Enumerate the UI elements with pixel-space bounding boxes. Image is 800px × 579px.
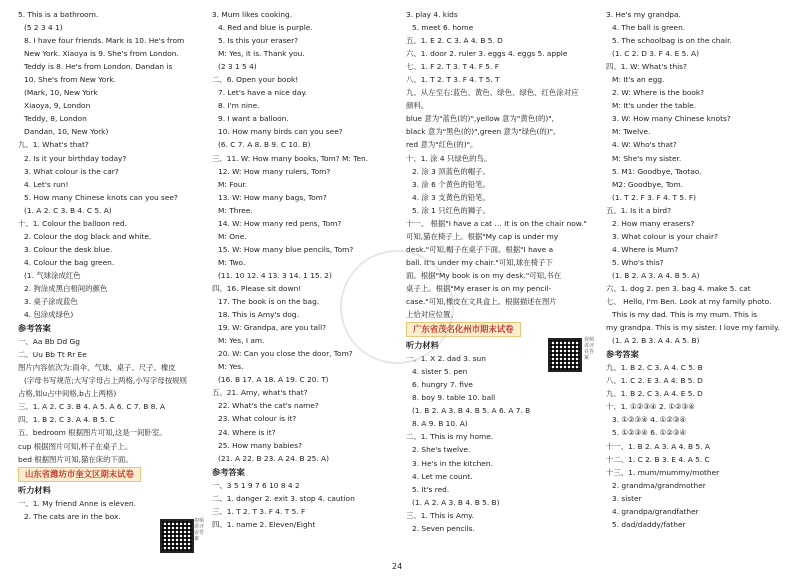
column-1: [18, 8, 206, 523]
text-line: 2. Seven pencils.: [412, 523, 475, 533]
text-line: 17. The book is on the bag.: [218, 297, 320, 307]
section-heading: 参考答案: [606, 349, 639, 360]
text-line: 10. How many birds can you see?: [218, 127, 343, 137]
text-line: 6. hungry 7. five: [412, 380, 473, 390]
text-line: 8. I have four friends. Mark is 10. He's from: [24, 36, 185, 46]
text-line: 十、1. ①②③④ 2. ①②③④: [606, 402, 695, 412]
text-line: M: It's an egg.: [612, 75, 665, 85]
text-line: black 意为"黑色(的)",green 意为"绿色(的)",: [406, 127, 556, 137]
text-line: 3. Mum likes cooking.: [212, 10, 293, 19]
text-line: 4. Colour the bag green.: [24, 257, 115, 267]
section-heading: 听力材料: [406, 340, 439, 351]
text-line: 8. I'm nine.: [218, 101, 260, 111]
qr-caption-right: 视频讲评看答案: [584, 337, 595, 361]
text-line: 5. meet 6. home: [412, 23, 474, 33]
section-heading: 参考答案: [212, 466, 245, 477]
text-line: 3. He's in the kitchen.: [412, 458, 493, 468]
text-line: 面。根据"My book is on my desk."可知,书在: [406, 270, 562, 280]
text-line: 四、1. W: What's this?: [606, 62, 687, 72]
text-line: Teddy, 8, London: [24, 114, 87, 124]
text-line: my grandpa. This is my sister. I love my family.: [606, 323, 780, 333]
text-line: 九、1. B 2. C 3. A 4. C 5. B: [606, 363, 703, 373]
text-line: 七、 Hello, I'm Ben. Look at my family photo.: [606, 297, 772, 307]
text-line: red 意为"红色(的)"。: [406, 140, 478, 150]
text-line: 5. M1: Goodbye, Taotao.: [612, 166, 702, 176]
text-line: M: Twelve.: [612, 127, 651, 137]
text-line: M: She's my sister.: [612, 153, 682, 163]
text-line: 4. sister 5. pen: [412, 367, 468, 377]
text-line: blue 意为"蓝色(的)",yellow 意为"黄色(的)",: [406, 114, 555, 124]
text-line: 5. Is this your eraser?: [218, 36, 299, 46]
text-line: 9. I want a balloon.: [218, 114, 289, 124]
text-line: 十一、 根据"I have a cat … It is on the chair now.": [406, 218, 587, 228]
text-line: 八、1. C 2. E 3. A 4. B 5. D: [606, 376, 703, 386]
text-line: 三、1. This is Amy.: [406, 510, 474, 520]
text-line: 4. The ball is green.: [612, 23, 686, 33]
text-line: 5. ①②③④ 6. ①②③④: [612, 428, 687, 438]
text-line: Teddy is 8. He's from London. Dandan is: [24, 62, 173, 72]
qr-code-right[interactable]: [548, 338, 582, 372]
text-line: 8. boy 9. table 10. ball: [412, 393, 496, 403]
text-line: 22. What's the cat's name?: [218, 401, 319, 411]
text-line: 4. 涂 3 支黄色的铅笔。: [412, 192, 490, 202]
text-line: 图片内容依次为:雨伞、气球、桌子、尺子、橡皮: [18, 363, 176, 373]
text-line: (1. B 2. A 3. A 4. B 5. A): [612, 270, 700, 280]
text-line: (1. C 2. D 3. F 4. E 5. A): [612, 49, 699, 59]
text-line: M: Two.: [218, 257, 246, 267]
text-line: 3. What colour is your chair?: [612, 231, 718, 241]
text-line: 十、1. Colour the balloon red.: [18, 218, 127, 228]
text-line: (2 3 1 5 4): [218, 62, 257, 72]
text-line: 二、1. This is my home.: [406, 432, 494, 442]
text-line: 18. This is Amy's dog.: [218, 310, 299, 320]
text-line: 二、Uu Bb Tt Rr Ee: [18, 350, 87, 360]
text-line: 一、Aa Bb Dd Gg: [18, 337, 80, 347]
text-line: case."可知,橡皮在文具盒上。根据描述在图片: [406, 297, 557, 307]
text-line: 十三、1. mum/mummy/mother: [606, 467, 720, 477]
text-line: (6. C 7. A 8. B 9. C 10. B): [218, 140, 311, 150]
text-line: (Mark, 10, New York: [24, 88, 98, 98]
text-line: 桌子上。根据"My eraser is on my pencil-: [406, 283, 552, 293]
text-line: Xiaoya, 9, London: [24, 101, 91, 111]
text-line: 25. How many babies?: [218, 440, 302, 450]
text-line: 5. The schoolbag is on the chair.: [612, 36, 732, 46]
text-line: 四、16. Please sit down!: [212, 283, 302, 293]
text-line: 4. grandpa/grandfather: [612, 506, 699, 516]
text-line: 2. W: Where is the book?: [612, 88, 705, 98]
text-line: 3. He's my grandpa.: [606, 10, 681, 19]
text-line: (1. T 2. F 3. F 4. T 5. F): [612, 192, 696, 202]
text-line: M: Yes.: [218, 362, 244, 372]
text-line: 12. W: How many rulers, Tom?: [218, 166, 331, 176]
text-line: 二、1. danger 2. exit 3. stop 4. caution: [212, 493, 355, 503]
text-line: 九、1. What's that?: [18, 140, 89, 150]
watermark-seal: [340, 250, 454, 364]
text-line: 三、1. T 2. T 3. F 4. T 5. F: [212, 506, 306, 516]
text-line: 2. Is it your birthday today?: [24, 153, 127, 163]
text-line: 3. play 4. kids: [406, 10, 458, 19]
text-line: bed 根据图片可知,猫在床的下面。: [18, 454, 133, 464]
text-line: 七、1. F 2. T 3. T 4. F 5. F: [406, 62, 499, 72]
text-line: 九、从左至右:蓝色、黄色、绿色、绿色、红色涂对应: [406, 88, 579, 98]
text-line: (11. 10 12. 4 13. 3 14. 1 15. 2): [218, 270, 332, 280]
text-line: 15. W: How many blue pencils, Tom?: [218, 244, 354, 254]
text-line: M: One.: [218, 231, 247, 241]
text-line: 2. Colour the dog black and white.: [24, 231, 152, 241]
text-line: 六、1. dog 2. pen 3. bag 4. make 5. cat: [606, 283, 751, 293]
text-line: 五、bedroom 根据图片可知,这是一间卧室。: [18, 428, 167, 438]
text-line: cup 根据图片可知,杯子在桌子上。: [18, 441, 133, 451]
text-line: 一、3 5 1 9 7 6 10 8 4 2: [212, 480, 300, 490]
text-line: 二、6. Open your book!: [212, 75, 299, 85]
text-line: desk."可知,帽子在桌子下面。根据"I have a: [406, 244, 554, 254]
text-line: 四、1. B 2. C 3. A 4. B 5. C: [18, 415, 115, 425]
text-line: (5 2 3 4 1): [24, 23, 63, 33]
text-line: 7. Let's have a nice day.: [218, 88, 308, 98]
text-line: 六、1. door 2. ruler 3. eggs 4. eggs 5. apple: [406, 49, 568, 59]
text-line: M: Four.: [218, 179, 248, 189]
text-line: 19. W: Grandpa, are you tall?: [218, 323, 327, 333]
text-line: 3. sister: [612, 493, 642, 503]
text-line: This is my dad. This is my mum. This is: [612, 310, 758, 320]
text-line: 4. 包涂成绿色): [24, 310, 74, 320]
text-line: 3. ①②③④ 4. ①②③④: [612, 415, 687, 425]
text-line: Dandan, 10, New York): [24, 127, 109, 137]
text-line: 5. dad/daddy/father: [612, 519, 686, 529]
text-line: 3. W: How many Chinese knots?: [612, 114, 731, 124]
text-line: 8. A 9. B 10. A): [412, 419, 468, 429]
text-line: 24. Where is it?: [218, 427, 276, 437]
exam-title-banner: 山东省潍坊市奎文区期末试卷: [18, 467, 141, 482]
text-line: 九、1. B 2. C 3. A 4. E 5. D: [606, 389, 703, 399]
text-line: 4. Red and blue is purple.: [218, 23, 313, 33]
text-line: 颜料。: [406, 101, 429, 111]
text-line: 2. She's twelve.: [412, 445, 471, 455]
text-line: 3. 桌子涂成蓝色: [24, 297, 78, 307]
qr-code-left[interactable]: [160, 519, 194, 553]
text-line: (1. B 2. A 3. B 4. B 5. A 6. A 7. B: [412, 406, 531, 416]
text-line: M: Yes, it is. Thank you.: [218, 49, 305, 59]
text-line: 20. W: Can you close the door, Tom?: [218, 349, 353, 359]
exam-title-banner: 广东省茂名化州市期末试卷: [406, 322, 521, 337]
text-line: 占格,如u占中间格,b占上两格): [18, 389, 117, 399]
text-line: 一、1. My friend Anne is eleven.: [18, 498, 136, 508]
text-line: 上恰对应位置。: [406, 310, 458, 320]
section-heading: 参考答案: [18, 323, 51, 334]
text-line: 4. W: Who's that?: [612, 140, 677, 150]
text-line: 4. Where is Mum?: [612, 244, 679, 254]
text-line: 五、1. E 2. C 3. A 4. B 5. D: [406, 36, 503, 46]
text-line: 2. The cats are in the box.: [24, 511, 121, 521]
text-line: 5. It's red.: [412, 484, 450, 494]
text-line: (1. A 2. B 3. A 4. A 5. B): [612, 336, 700, 346]
text-line: 五、21. Amy, what's that?: [212, 388, 308, 398]
text-line: M: Yes, I am.: [218, 336, 265, 346]
text-line: 3. Colour the desk blue.: [24, 244, 113, 254]
text-line: 23. What colour is it?: [218, 414, 297, 424]
text-line: ball. It's under my chair."可知,球在椅子下: [406, 257, 553, 267]
text-line: 一、1. X 2. dad 3. sun: [406, 354, 486, 364]
text-line: [18, 466, 206, 483]
text-line: 2. grandma/grandmother: [612, 480, 706, 490]
section-heading: 听力材料: [18, 484, 51, 495]
text-line: 2. How many erasers?: [612, 218, 695, 228]
text-line: (1. 气球涂成红色: [24, 270, 81, 280]
text-line: (1. A 2. A 3. B 4. B 5. B): [412, 497, 500, 507]
text-line: M: Three.: [218, 205, 253, 215]
text-line: 四、1. name 2. Eleven/Eight: [212, 519, 316, 529]
text-line: 十二、1. C 2. B 3. E 4. A 5. C: [606, 454, 710, 464]
text-line: 可知,猫在椅子上。根据"My cap is under my: [406, 231, 559, 241]
qr-caption-left: 视频讲评看答案: [194, 518, 205, 542]
text-line: 三、1. A 2. C 3. B 4. A 5. A 6. C 7. B 8. A: [18, 402, 166, 412]
text-line: 三、11. W: How many books, Tom? M: Ten.: [212, 153, 369, 163]
text-line: 3. 涂 6 个黄色的铅笔。: [412, 179, 490, 189]
text-line: 5. Who's this?: [612, 257, 664, 267]
text-line: 2. 狗涂成黑白相间的颜色: [24, 283, 108, 293]
text-line: 五、1. Is it a bird?: [606, 205, 672, 215]
text-line: (1. A 2. C 3. B 4. C 5. A): [24, 205, 112, 215]
text-line: 2. 涂 3 顶蓝色的帽子。: [412, 166, 490, 176]
text-line: 4. Let's run!: [24, 179, 69, 189]
text-line: 八、1. T 2. T 3. F 4. T 5. T: [406, 75, 500, 85]
text-line: 14. W: How many red pens, Tom?: [218, 218, 342, 228]
text-line: M2: Goodbye, Tom.: [612, 179, 684, 189]
text-line: (16. B 17. A 18. A 19. C 20. T): [218, 375, 329, 385]
text-line: 13. W: How many bags, Tom?: [218, 192, 327, 202]
text-line: 10. She's from New York.: [24, 75, 116, 85]
text-line: 3. What colour is the car?: [24, 166, 119, 176]
text-line: (21. A 22. B 23. A 24. B 25. A): [218, 453, 329, 463]
text-line: 4. Let me count.: [412, 471, 473, 481]
page-number: 24: [392, 562, 403, 571]
text-line: 十一、1. B 2. A 3. A 4. B 5. A: [606, 441, 710, 451]
text-line: 5. This is a bathroom.: [18, 10, 99, 19]
text-line: 十、1. 涂 4 只绿色的鸟。: [406, 153, 492, 163]
text-line: New York. Xiaoya is 9. She's from London.: [24, 49, 179, 59]
column-4: [606, 8, 792, 531]
text-line: 5. How many Chinese knots can you see?: [24, 192, 178, 202]
text-line: M: It's under the table.: [612, 101, 697, 111]
text-line: 5. 涂 1 只红色的狮子。: [412, 205, 490, 215]
text-line: (字母书写规范;大写字母占上两格,小写字母按规则: [24, 376, 187, 386]
